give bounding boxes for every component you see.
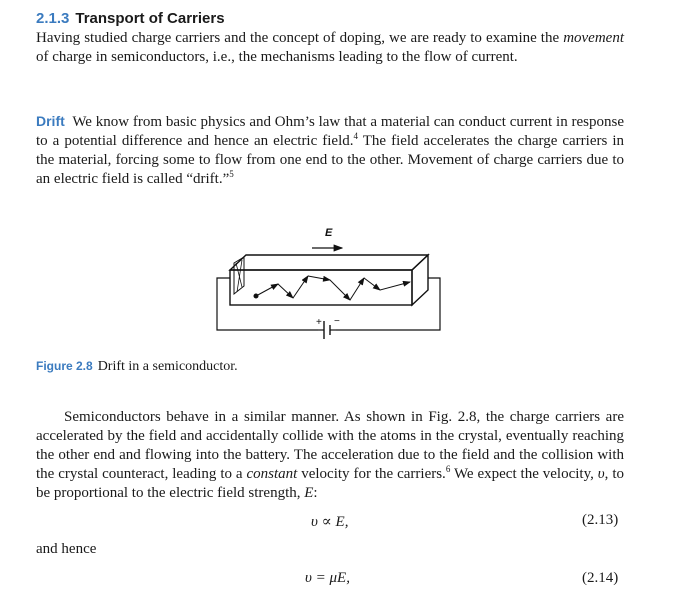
body-text-5: : xyxy=(313,485,318,501)
equation-number-2-14: (2.14) xyxy=(582,570,619,586)
figure-caption-text: Drift in a semiconductor. xyxy=(97,359,238,374)
body-text-2: velocity for the carriers. xyxy=(297,466,446,482)
footnote-marker-4: 4 xyxy=(353,131,359,141)
drift-heading: Drift xyxy=(36,113,65,129)
field-label: E xyxy=(325,227,333,239)
equation-2-13: υ ∝ E, xyxy=(311,514,349,530)
section-heading xyxy=(36,10,225,27)
drift-figure xyxy=(212,220,452,355)
connector-text: and hence xyxy=(36,541,97,557)
drift-paragraph xyxy=(36,112,624,189)
drift-text-2: The field accelerates the charge carriers in the material, forcing some to flow from one end to the other. Movement of charge carriers due to an electric field is called “drift.” xyxy=(36,133,624,187)
equation-number-2-13: (2.13) xyxy=(582,512,619,528)
battery-plus: + xyxy=(316,317,322,328)
figure-caption xyxy=(36,359,238,375)
body-emphasis: constant xyxy=(246,466,298,482)
equation-2-14: υ = μE, xyxy=(305,570,350,586)
intro-paragraph xyxy=(36,29,624,67)
carrier-path xyxy=(254,276,410,300)
var-e: E xyxy=(304,485,314,501)
intro-text-2: of charge in semiconductors, i.e., the mechanisms leading to the flow of current. xyxy=(36,49,518,65)
body-text-1: Semiconductors behave in a similar manner. As shown in Fig. 2.8, the charge carriers are accelerated by the field and accidentally collide with the atoms in the crystal, eventually reaching the other end and flowing into the battery. The acceleration due to the field and the collision with the crystal counteract, leading to a xyxy=(36,409,624,482)
footnote-marker-6: 6 xyxy=(445,464,451,474)
var-v: υ xyxy=(597,466,605,482)
footnote-marker-5: 5 xyxy=(229,169,234,179)
section-title: Transport of Carriers xyxy=(75,10,225,27)
section-number: 2.1.3 xyxy=(36,10,70,27)
drift-diagram xyxy=(212,220,452,355)
body-paragraph xyxy=(36,408,624,503)
intro-emphasis: movement xyxy=(563,30,624,46)
drift-text-1: We know from basic physics and Ohm’s law that a material can conduct current in response to a potential difference and hence an electric field. xyxy=(36,114,624,149)
battery xyxy=(316,316,340,339)
body-text-3: We expect the velocity, xyxy=(450,466,598,482)
figure-number: Figure 2.8 xyxy=(36,359,93,373)
intro-text-1: Having studied charge carriers and the concept of doping, we are ready to examine the xyxy=(36,30,564,46)
wire-left xyxy=(217,278,318,330)
wire-right xyxy=(336,278,440,330)
body-text-4: , to be proportional to the electric field strength, xyxy=(36,466,625,501)
battery-minus: − xyxy=(334,316,340,327)
